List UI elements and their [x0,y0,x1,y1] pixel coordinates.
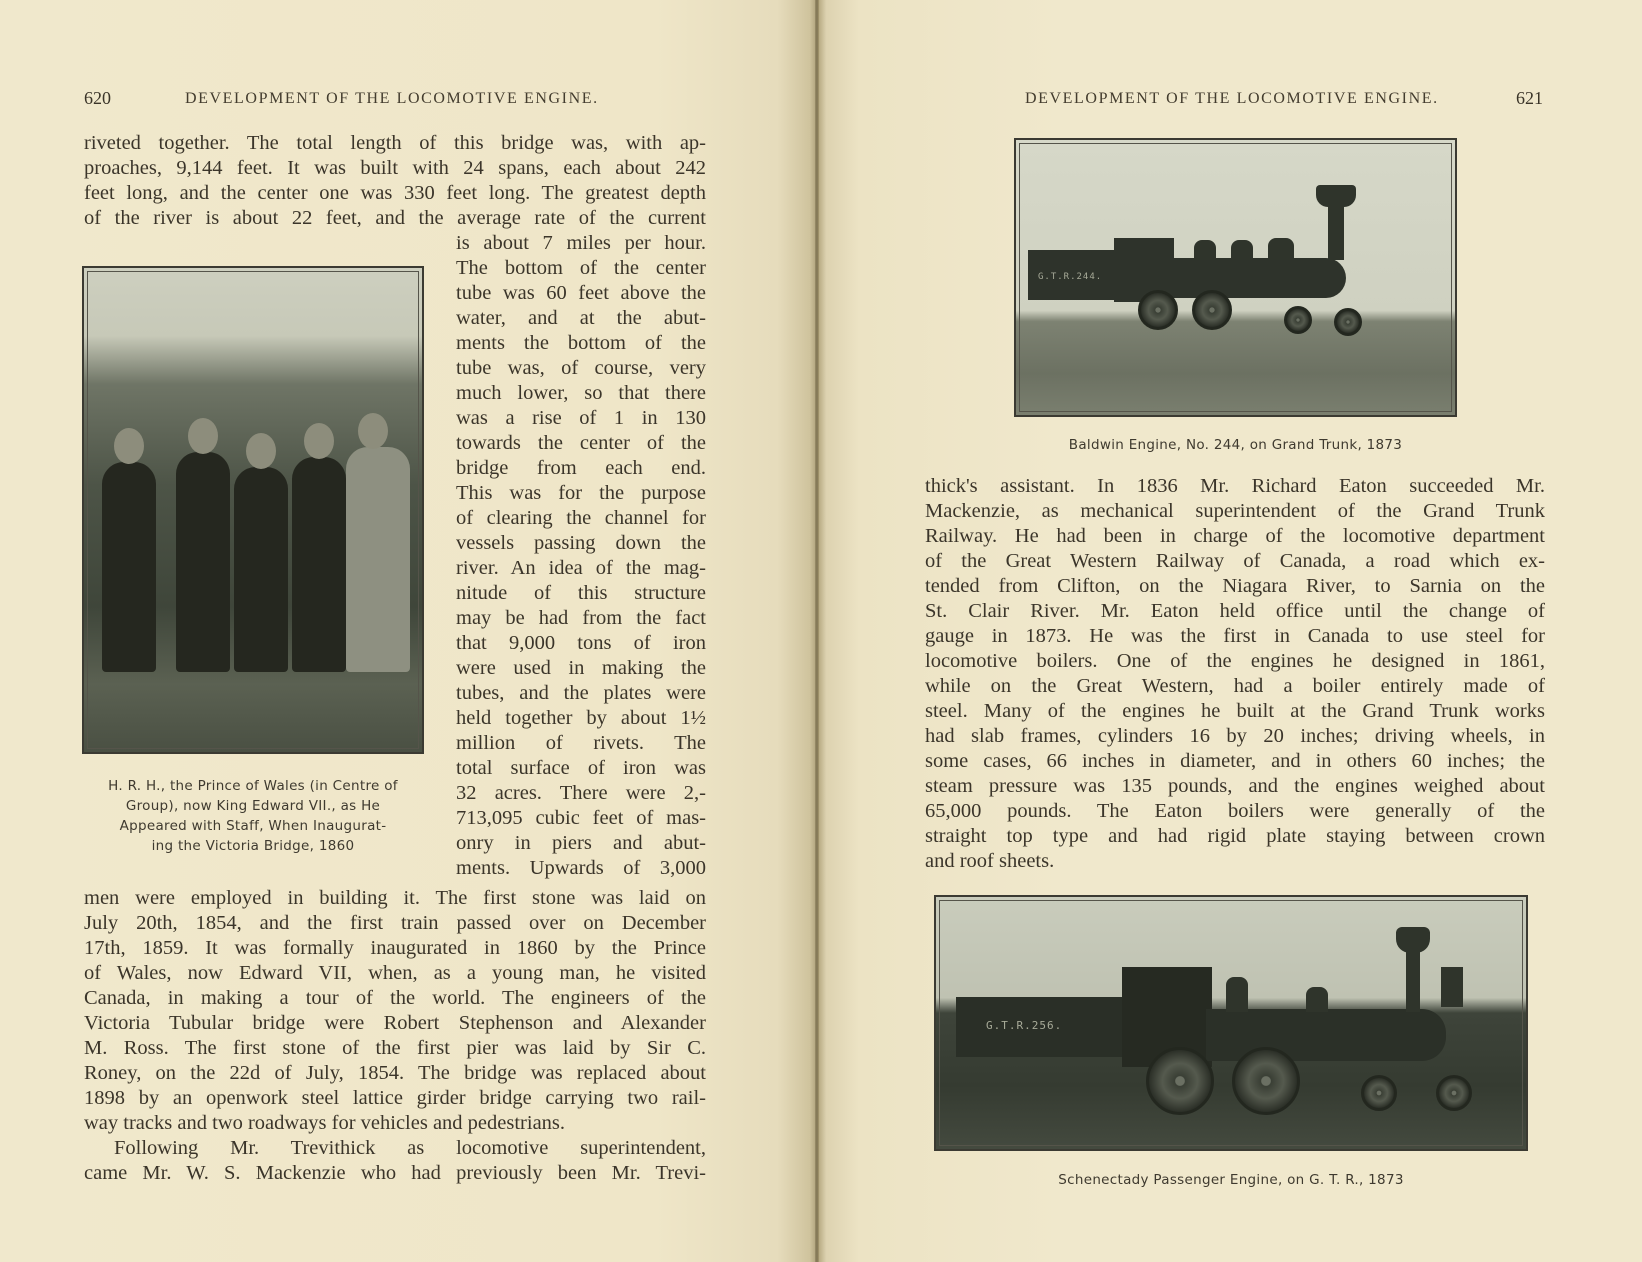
person-figure [292,457,346,672]
person-figure [176,452,230,672]
text-line: water, and at the abut- [456,307,706,329]
text-line: held together by about 1½ [456,707,706,729]
dome [1194,240,1216,260]
text-line: July 20th, 1854, and the first train passed over on December [84,912,706,934]
text-line: some cases, 66 inches in diameter, and in others 60 inches; the [925,750,1545,772]
smokestack [1328,205,1344,260]
text-line: tubes, and the plates were [456,682,706,704]
person-figure [102,462,156,672]
text-line: thick's assistant. In 1836 Mr. Richard Eaton succeeded Mr. [925,475,1545,497]
tender-label: G.T.R.244. [1038,272,1103,282]
text-line: way tracks and two roadways for vehicles and pedestrians. [84,1112,566,1134]
dome [1306,987,1328,1012]
text-line: feet long, and the center one was 330 feet long. The greatest depth [84,182,706,204]
text-line: of the Great Western Railway of Canada, a road which ex- [925,550,1545,572]
photo-caption-schenectady: Schenectady Passenger Engine, on G. T. R., 1873 [1058,1172,1404,1188]
text-line: ments. Upwards of 3,000 [456,857,706,879]
text-line: 32 acres. There were 2,- [456,782,706,804]
pilot-wheel [1436,1075,1472,1111]
text-line: men were employed in building it. The first stone was laid on [84,887,706,909]
person-figure [346,447,410,672]
text-line: onry in piers and abut- [456,832,706,854]
boiler [1206,1009,1446,1061]
photo-baldwin-engine [1014,138,1457,417]
page-number-left: 620 [84,88,111,108]
text-line: were used in making the [456,657,706,679]
photo-prince-of-wales-group [82,266,424,754]
text-line: Mackenzie, as mechanical superintendent of the Grand Trunk [925,500,1545,522]
text-line: tended from Clifton, on the Niagara River, to Sarnia on the [925,575,1545,597]
photo-caption-left: H. R. H., the Prince of Wales (in Centre of Group), now King Edward VII., as He Appeared with Staff, When Inaugurat- ing the Victoria Bridge, 1860 [108,778,398,854]
text-line: 1898 by an openwork steel lattice girder bridge carrying two rail- [84,1087,706,1109]
text-line: Roney, on the 22d of July, 1854. The bridge was replaced about [84,1062,706,1084]
text-line: while on the Great Western, had a boiler entirely made of [925,675,1545,697]
text-line: M. Ross. The first stone of the first pier was laid by Sir C. [84,1037,706,1059]
text-line: tube was 60 feet above the [456,282,706,304]
text-line: had slab frames, cylinders 16 by 20 inches; driving wheels, in [925,725,1545,747]
text-line: river. An idea of the mag- [456,557,706,579]
running-head-right: DEVELOPMENT OF THE LOCOMOTIVE ENGINE. [1025,90,1439,107]
pilot-wheel [1361,1075,1397,1111]
text-line: 65,000 pounds. The Eaton boilers were generally of the [925,800,1545,822]
text-line: may be had from the fact [456,607,706,629]
text-line: Following Mr. Trevithick as locomotive superintendent, [114,1137,706,1159]
dome [1226,977,1248,1012]
text-line: towards the center of the [456,432,706,454]
text-line: Victoria Tubular bridge were Robert Stephenson and Alexander [84,1012,706,1034]
photo-caption-baldwin: Baldwin Engine, No. 244, on Grand Trunk, 1873 [1068,437,1403,453]
book-gutter [815,0,819,1262]
text-line: bridge from each end. [456,457,706,479]
text-line: 713,095 cubic feet of mas- [456,807,706,829]
text-line: This was for the purpose [456,482,706,504]
text-line: ments the bottom of the [456,332,706,354]
pilot-wheel [1284,306,1312,334]
text-line: is about 7 miles per hour. [456,232,706,254]
text-line: and roof sheets. [925,850,1055,872]
text-line: of Wales, now Edward VII, when, as a young man, he visited [84,962,706,984]
text-line: total surface of iron was [456,757,706,779]
page-number-right: 621 [1516,88,1543,108]
text-line: vessels passing down the [456,532,706,554]
driving-wheel [1138,290,1178,330]
text-line: much lower, so that there [456,382,706,404]
text-line: million of rivets. The [456,732,706,754]
dome [1268,238,1294,260]
text-line: Railway. He had been in charge of the locomotive department [925,525,1545,547]
photo-schenectady-engine [934,895,1528,1151]
text-line: gauge in 1873. He was the first in Canada to use steel for [925,625,1545,647]
text-line: steel. Many of the engines he built at the Grand Trunk works [925,700,1545,722]
pilot-wheel [1334,308,1362,336]
text-line: of clearing the channel for [456,507,706,529]
text-line: came Mr. W. S. Mackenzie who had previously been Mr. Trevi- [84,1162,706,1184]
text-line: 17th, 1859. It was formally inaugurated in 1860 by the Prince [84,937,706,959]
text-line: locomotive boilers. One of the engines he designed in 1861, [925,650,1545,672]
text-line: of the river is about 22 feet, and the average rate of the current [84,207,706,229]
smokestack [1406,952,1420,1012]
text-line: that 9,000 tons of iron [456,632,706,654]
running-head-left: DEVELOPMENT OF THE LOCOMOTIVE ENGINE. [185,90,599,107]
text-line: nitude of this structure [456,582,706,604]
text-line: was a rise of 1 in 130 [456,407,706,429]
text-line: proaches, 9,144 feet. It was built with 24 spans, each about 242 [84,157,706,179]
smokestack-top [1316,185,1356,207]
tender-label: G.T.R.256. [986,1019,1063,1032]
boiler [1166,258,1346,298]
text-line: steam pressure was 135 pounds, and the engines weighed about [925,775,1545,797]
dome [1231,240,1253,260]
text-line: Canada, in making a tour of the world. The engineers of the [84,987,706,1009]
driving-wheel [1146,1047,1214,1115]
text-line: tube was, of course, very [456,357,706,379]
driving-wheel [1192,290,1232,330]
headlamp [1441,967,1463,1007]
person-figure [234,467,288,672]
text-line: straight top type and had rigid plate staying between crown [925,825,1545,847]
text-line: The bottom of the center [456,257,706,279]
text-line: St. Clair River. Mr. Eaton held office until the change of [925,600,1545,622]
driving-wheel [1232,1047,1300,1115]
smokestack-top [1396,927,1430,953]
text-line: riveted together. The total length of this bridge was, with ap- [84,132,706,154]
